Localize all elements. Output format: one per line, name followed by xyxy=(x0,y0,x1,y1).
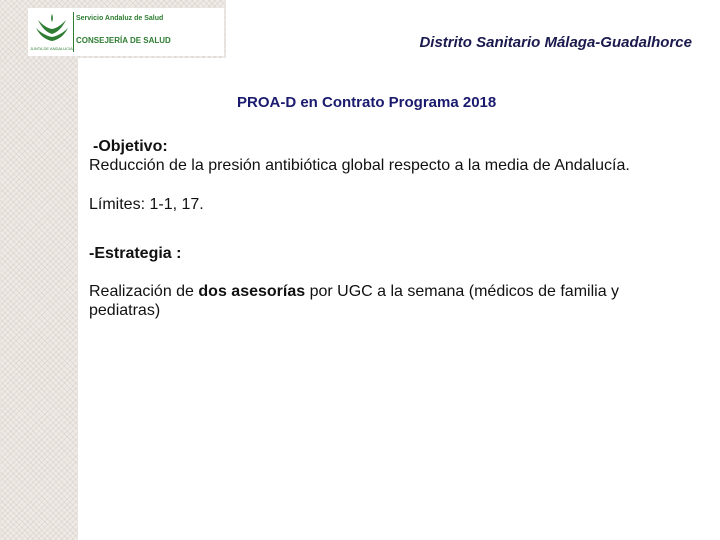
junta-andalucia-emblem-icon xyxy=(32,10,72,44)
strategy-text xyxy=(89,282,689,320)
logo-text-consejeria: CONSEJERÍA DE SALUD xyxy=(76,36,171,45)
logo-text-junta: JUNTA DE ANDALUCIA xyxy=(30,46,73,51)
district-title: Distrito Sanitario Málaga-Guadalhorce xyxy=(419,34,692,51)
slide-subtitle: PROA-D en Contrato Programa 2018 xyxy=(237,94,497,111)
strategy-text-before: Realización de xyxy=(89,283,199,300)
objective-heading: -Objetivo: xyxy=(93,138,168,155)
logo xyxy=(28,8,224,56)
logo-divider xyxy=(73,12,74,52)
logo-text-sas: Servicio Andaluz de Salud xyxy=(76,15,164,22)
slide-content xyxy=(89,137,689,320)
limits-text: Límites: 1-1, 17. xyxy=(89,196,204,213)
left-decorative-strip xyxy=(0,0,78,540)
strategy-text-bold: dos asesorías xyxy=(198,283,306,300)
strategy-text-after: por UGC a la semana (médicos de familia y pediatras) xyxy=(89,283,620,319)
strategy-heading: -Estrategia : xyxy=(89,245,182,262)
objective-text: Reducción de la presión antibiótica global respecto a la media de Andalucía. xyxy=(89,157,630,174)
